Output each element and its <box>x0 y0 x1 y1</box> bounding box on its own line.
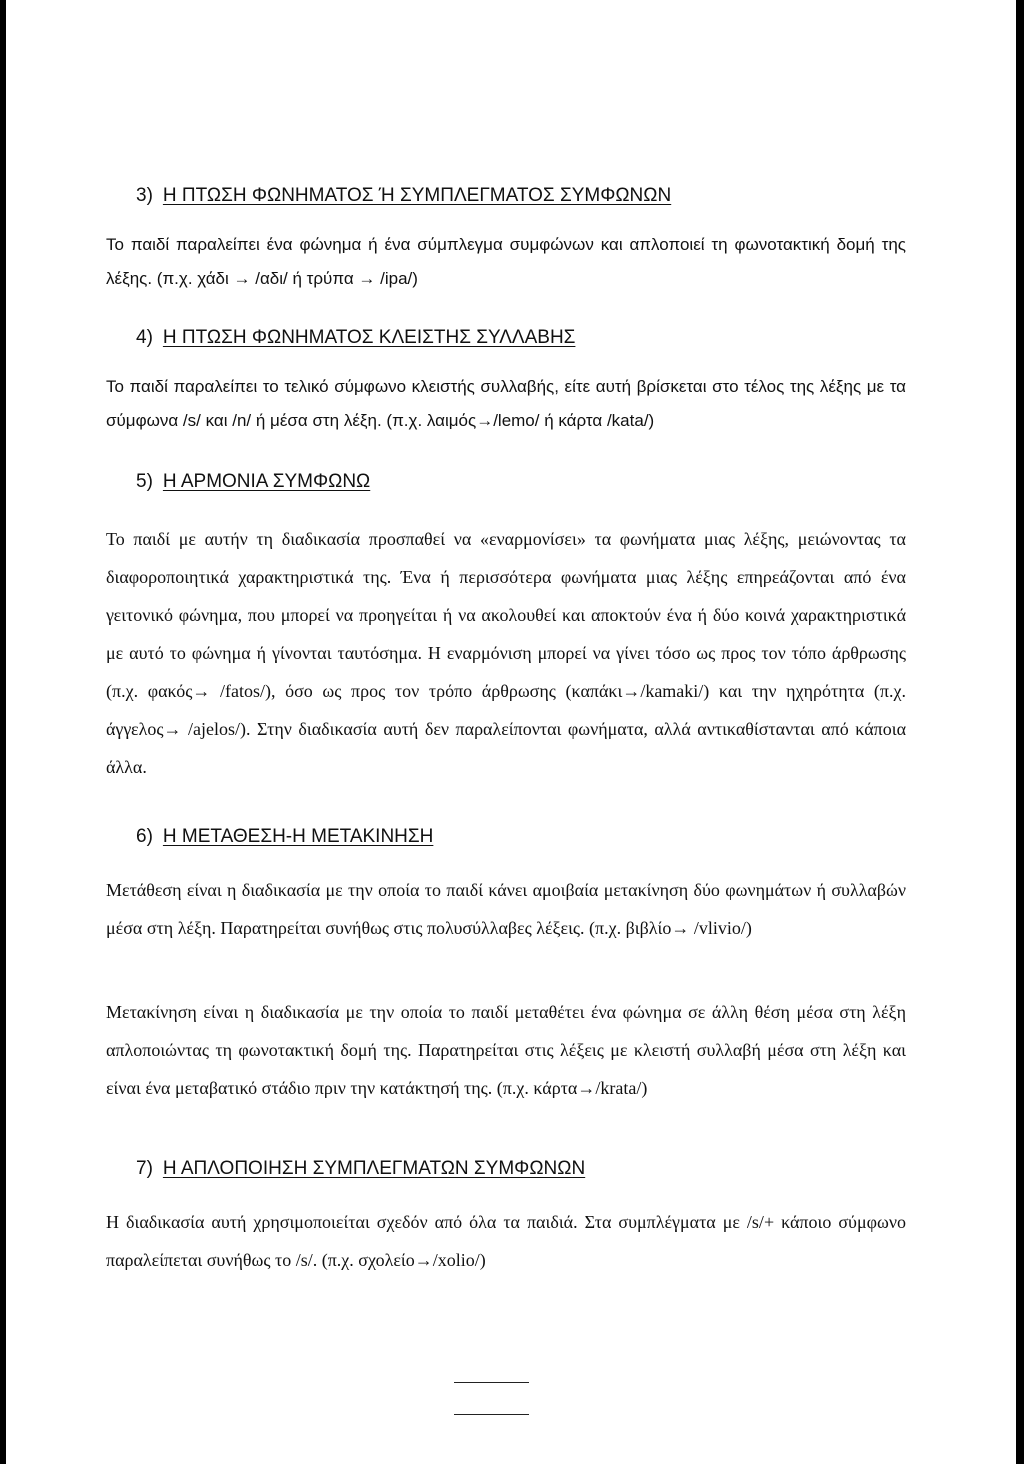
section-6-paragraph-2: Μετακίνηση είναι η διαδικασία με την οποία το παιδί μεταθέτει ένα φώνημα σε άλλη θέση μέσα στη λέξη απλοποιώντας τη φωνοτακτική δομή της. Παρατηρείται στις λέξεις με κλειστή συλλαβή μέσα στη λέξη και είναι ένα μεταβατικό στάδιο πριν την κατάκτησή της. (π.χ. κάρτα→/krata/) <box>106 1002 906 1098</box>
section-4-heading <box>136 323 936 353</box>
section-7-heading <box>136 1154 936 1184</box>
document-page <box>6 0 1016 1464</box>
section-number: 6) <box>136 826 153 847</box>
section-title: Η ΑΡΜΟΝΙΑ ΣΥΜΦΩΝΩ <box>162 471 371 492</box>
section-3-heading <box>136 181 936 211</box>
section-6-heading <box>136 822 936 852</box>
section-7-paragraph: Η διαδικασία αυτή χρησιμοποιείται σχεδόν από όλα τα παιδιά. Στα συμπλέγματα με /s/+ κάποιο σύμφωνο παραλείπεται συνήθως το /s/. (π.χ. σχολείο→/xolio/) <box>106 1212 906 1270</box>
section-3-paragraph: Το παιδί παραλείπει ένα φώνημα ή ένα σύμπλεγμα συμφώνων και απλοποιεί τη φωνοτακτική δομή της λέξης. (π.χ. χάδι → /αδι/ ή τρύπα → /ipa/) <box>106 235 906 288</box>
footer-rule <box>454 1382 529 1383</box>
section-title: Η ΠΤΩΣΗ ΦΩΝΗΜΑΤΟΣ ΚΛΕΙΣΤΗΣ ΣΥΛΛΑΒΗΣ <box>162 327 576 348</box>
section-5-heading <box>136 467 936 497</box>
section-5-paragraph: Το παιδί με αυτήν τη διαδικασία προσπαθεί να «εναρμονίσει» τα φωνήματα μιας λέξης, μειώνοντας τα διαφοροποιητικά χαρακτηριστικά της. Ένα ή περισσότερα φωνήματα μιας λέξης επηρεάζονται από ένα γειτονικό φώνημα, που μπορεί να προηγείται ή να ακολουθεί και αποκτούν ένα ή δύο κοινά χαρακτηριστικά με αυτό το φώνημα ή γίνονται ταυτόσημα. Η εναρμόνιση μπορεί να γίνει τόσο ως προς τον τόπο άρθρωσης (π.χ. φακός→ /fatos/), όσο ως προς τον τρόπο άρθρωσης (καπάκι→/kamaki/) και την ηχηρότητα (π.χ. άγγελος→ /ajelos/). Στην διαδικασία αυτή δεν παραλείπονται φωνήματα, αλλά αντικαθίστανται από κάποια άλλα. <box>106 529 906 777</box>
section-number: 3) <box>136 185 153 206</box>
section-title: Η ΑΠΛΟΠΟΙΗΣΗ ΣΥΜΠΛΕΓΜΑΤΩΝ ΣΥΜΦΩΝΩΝ <box>162 1158 586 1179</box>
section-title: Η ΠΤΩΣΗ ΦΩΝΗΜΑΤΟΣ Ή ΣΥΜΠΛΕΓΜΑΤΟΣ ΣΥΜΦΩΝΩΝ <box>162 185 672 206</box>
section-6-paragraph-1: Μετάθεση είναι η διαδικασία με την οποία το παιδί κάνει αμοιβαία μετακίνηση δύο φωνημάτων ή συλλαβών μέσα στη λέξη. Παρατηρείται συνήθως στις πολυσύλλαβες λέξεις. (π.χ. βιβλίο→ /vlivio/) <box>106 880 906 938</box>
section-title: Η ΜΕΤΑΘΕΣΗ-Η ΜΕΤΑΚΙΝΗΣΗ <box>162 826 434 847</box>
footer-rule <box>454 1414 529 1415</box>
section-number: 7) <box>136 1158 153 1179</box>
section-number: 5) <box>136 471 153 492</box>
section-4-paragraph: Το παιδί παραλείπει το τελικό σύμφωνο κλειστής συλλαβής, είτε αυτή βρίσκεται στο τέλος της λέξης με τα σύμφωνα /s/ και /n/ ή μέσα στη λέξη. (π.χ. λαιμός→/lemo/ ή κάρτα /kata/) <box>106 377 906 430</box>
section-number: 4) <box>136 327 153 348</box>
